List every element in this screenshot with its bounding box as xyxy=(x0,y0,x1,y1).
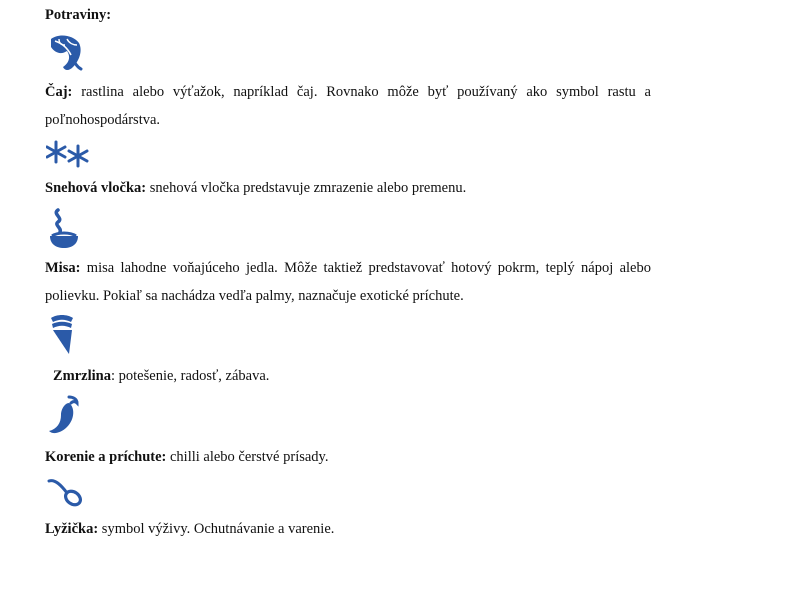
chili-pepper-icon xyxy=(47,395,81,435)
item-term: Zmrzlina xyxy=(53,368,111,384)
spoon-icon xyxy=(47,477,83,507)
steaming-bowl-icon xyxy=(48,208,80,250)
item-tea xyxy=(45,78,651,134)
item-description: : potešenie, radosť, zábava. xyxy=(111,368,270,384)
item-spoon xyxy=(45,515,651,543)
item-description: chilli alebo čerstvé prísady. xyxy=(166,449,329,465)
item-snowflake xyxy=(45,174,651,202)
item-term: Čaj: xyxy=(45,84,73,100)
item-ice-cream xyxy=(45,362,659,390)
section-heading: Potraviny: xyxy=(45,7,112,23)
item-chili xyxy=(45,443,651,471)
item-term: Lyžička: xyxy=(45,521,99,537)
item-description: misa lahodne voňajúceho jedla. Môže taktiež predstavovať hotový pokrm, teplý nápoj alebo polievku. Pokiaľ sa nachádza vedľa palmy, naznačuje exotické príchute. xyxy=(45,260,651,304)
item-term: Korenie a príchute: xyxy=(45,449,167,465)
item-description: snehová vločka predstavuje zmrazenie alebo premenu. xyxy=(146,180,467,196)
item-term: Snehová vločka: xyxy=(45,180,147,196)
item-description: rastlina alebo výťažok, napríklad čaj. Rovnako môže byť používaný ako symbol rastu a poľnohospodárstva. xyxy=(45,84,651,128)
item-description: symbol výživy. Ochutnávanie a varenie. xyxy=(98,521,335,537)
snowflake-icon xyxy=(46,140,90,168)
item-term: Misa: xyxy=(45,260,81,276)
ice-cream-cone-icon xyxy=(49,314,75,356)
item-bowl xyxy=(45,254,651,310)
tea-leaf-icon xyxy=(47,33,83,73)
